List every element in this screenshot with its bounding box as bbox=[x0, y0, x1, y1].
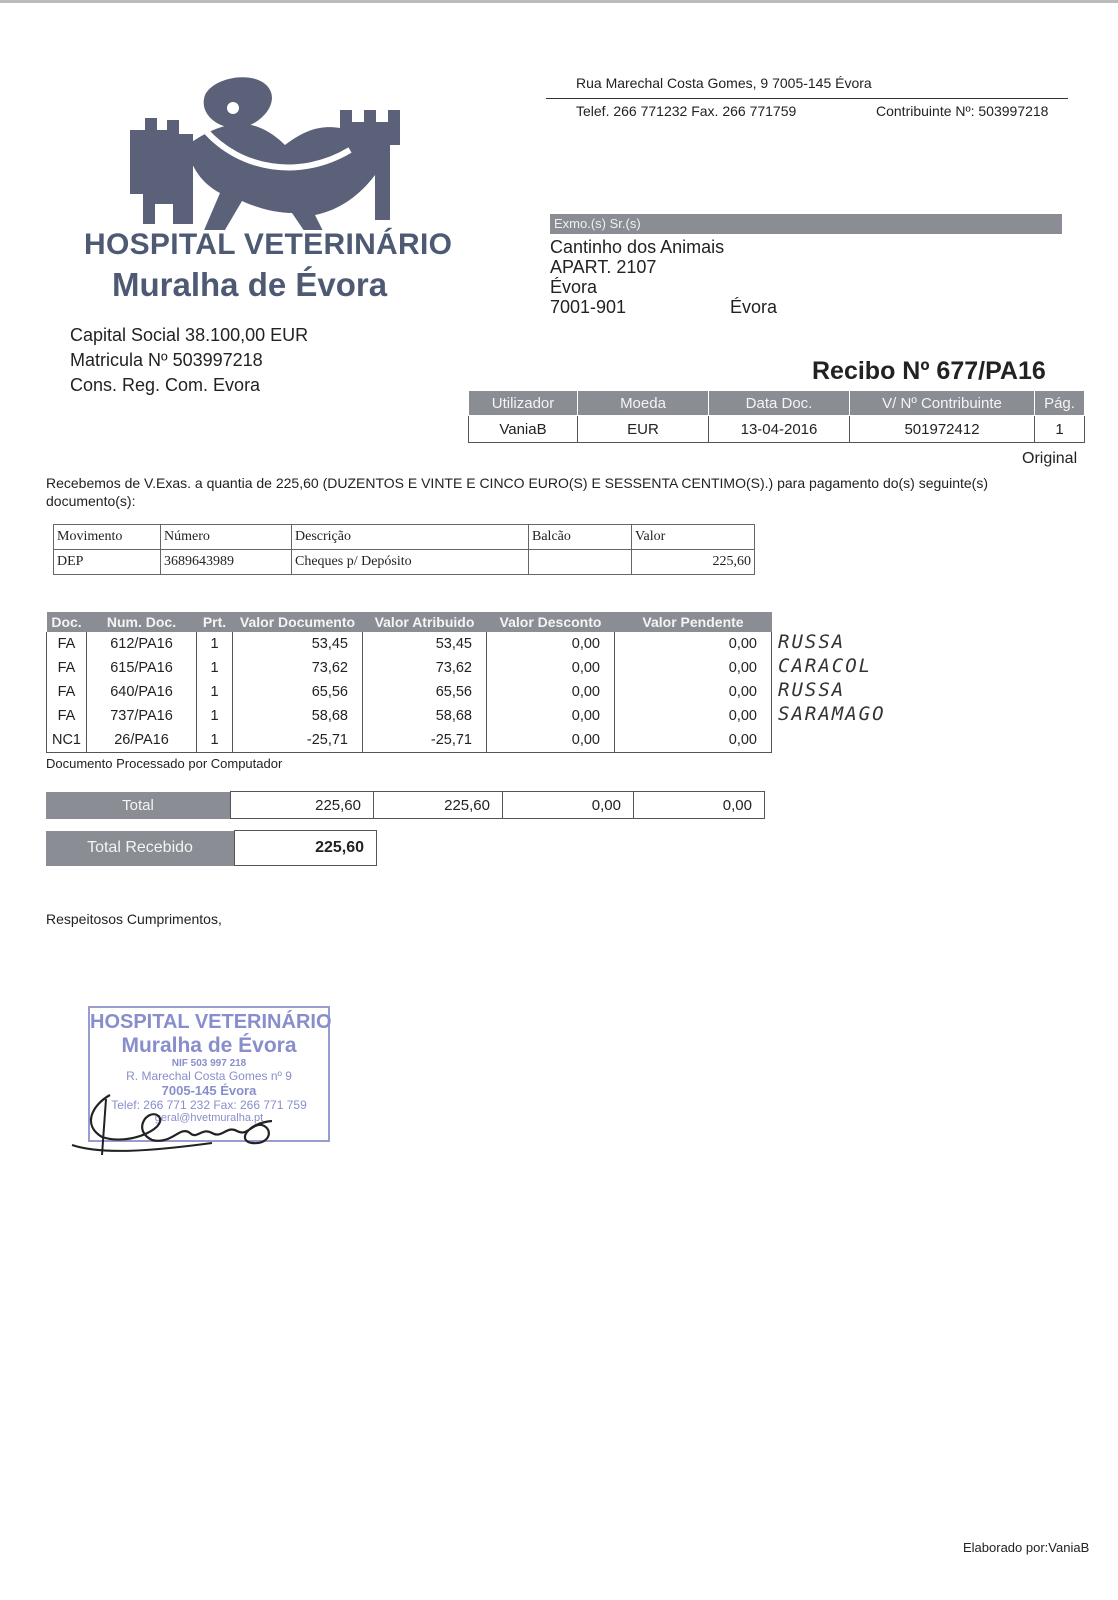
totals-row bbox=[46, 791, 765, 819]
movement-table bbox=[53, 524, 755, 575]
docs-header-valor-desconto: Valor Desconto bbox=[487, 612, 615, 632]
doc-valor: 73,62 bbox=[233, 656, 363, 680]
stamp-postal: 7005-145 Évora bbox=[161, 1083, 257, 1098]
mov-header-numero: Número bbox=[161, 525, 292, 550]
doc-valor: -25,71 bbox=[233, 728, 363, 753]
doc-prt: 1 bbox=[197, 704, 233, 728]
doc-prt: 1 bbox=[197, 632, 233, 656]
original-label: Original bbox=[1022, 450, 1078, 467]
handwritten-note: CARACOL bbox=[778, 655, 873, 677]
docs-header-doc: Doc. bbox=[47, 612, 87, 632]
stamp-line2: Muralha de Évora bbox=[121, 1034, 297, 1057]
total-received-label: Total Recebido bbox=[46, 831, 235, 866]
handwritten-notes bbox=[778, 630, 886, 726]
handwritten-note: RUSSA bbox=[778, 679, 846, 701]
doc-valor: 65,56 bbox=[233, 680, 363, 704]
doc-type: FA bbox=[47, 632, 87, 656]
stamp-phones: Telef: 266 771 232 Fax: 266 771 759 bbox=[111, 1098, 307, 1112]
capital-social: Capital Social 38.100,00 EUR bbox=[70, 325, 309, 345]
mov-movimento: DEP bbox=[54, 550, 161, 575]
docs-header-valor-doc: Valor Documento bbox=[233, 612, 363, 632]
info-currency: EUR bbox=[578, 416, 709, 443]
stamp-street: R. Marechal Costa Gomes nº 9 bbox=[126, 1069, 292, 1083]
receipt-statement: Recebemos de V.Exas. a quantia de 225,60 (DUZENTOS E VINTE E CINCO EURO(S) E SESSENTA CENTIMO(S).) para pagamento do(s) seguinte(s) documento(s): bbox=[46, 475, 988, 509]
docs-header-prt: Prt. bbox=[197, 612, 233, 632]
handwritten-note: SARAMAGO bbox=[778, 703, 886, 725]
recipient-city: Évora bbox=[550, 277, 598, 297]
total-valor-desconto: 0,00 bbox=[503, 792, 634, 819]
mov-header-movimento: Movimento bbox=[54, 525, 161, 550]
total-received bbox=[46, 830, 377, 866]
stamp-email: geral@hvetmuralha.pt bbox=[154, 1112, 264, 1124]
recipient-label: Exmo.(s) Sr.(s) bbox=[554, 216, 641, 231]
receipt-info-table bbox=[468, 390, 1085, 443]
doc-number: 615/PA16 bbox=[87, 656, 197, 680]
mov-valor: 225,60 bbox=[632, 550, 755, 575]
closing-text: Respeitosos Cumprimentos, bbox=[46, 911, 222, 927]
stamp-line1: HOSPITAL VETERINÁRIO bbox=[90, 1011, 332, 1033]
stamp-nif: NIF 503 997 218 bbox=[171, 1058, 247, 1069]
table-row bbox=[47, 680, 772, 704]
info-nif: 501972412 bbox=[850, 416, 1035, 443]
hospital-logo-icon bbox=[110, 70, 430, 230]
recipient-line2: APART. 2107 bbox=[550, 257, 657, 277]
doc-valor: 53,45 bbox=[233, 632, 363, 656]
docs-header-num: Num. Doc. bbox=[87, 612, 197, 632]
total-label: Total bbox=[46, 792, 231, 819]
doc-desconto: 0,00 bbox=[487, 680, 615, 704]
doc-pendente: 0,00 bbox=[615, 656, 772, 680]
doc-atribuido: -25,71 bbox=[363, 728, 487, 753]
docs-header-valor-pendente: Valor Pendente bbox=[615, 612, 772, 632]
table-row bbox=[47, 632, 772, 656]
doc-prt: 1 bbox=[197, 656, 233, 680]
matricula: Matricula Nº 503997218 bbox=[70, 350, 263, 370]
info-header-user: Utilizador bbox=[469, 391, 578, 416]
doc-type: FA bbox=[47, 680, 87, 704]
total-valor-pendente: 0,00 bbox=[634, 792, 765, 819]
table-row bbox=[47, 728, 772, 753]
doc-number: 737/PA16 bbox=[87, 704, 197, 728]
company-details bbox=[70, 323, 308, 398]
doc-type: FA bbox=[47, 704, 87, 728]
mov-descricao: Cheques p/ Depósito bbox=[292, 550, 529, 575]
logo-subtitle: Muralha de Évora bbox=[112, 266, 388, 303]
prepared-by: Elaborado por:VaniaB bbox=[963, 1540, 1090, 1555]
table-row bbox=[47, 704, 772, 728]
mov-numero: 3689643989 bbox=[161, 550, 292, 575]
doc-pendente: 0,00 bbox=[615, 680, 772, 704]
doc-pendente: 0,00 bbox=[615, 728, 772, 753]
doc-atribuido: 73,62 bbox=[363, 656, 487, 680]
logo-title: HOSPITAL VETERINÁRIO bbox=[84, 228, 453, 261]
scan-edge bbox=[0, 0, 1118, 3]
recipient-name: Cantinho dos Animais bbox=[550, 237, 725, 257]
doc-type: FA bbox=[47, 656, 87, 680]
documents-table bbox=[46, 612, 772, 753]
info-header-currency: Moeda bbox=[578, 391, 709, 416]
receipt-title: Recibo Nº 677/PA16 bbox=[812, 357, 1046, 385]
info-header-date: Data Doc. bbox=[709, 391, 850, 416]
doc-desconto: 0,00 bbox=[487, 704, 615, 728]
doc-type: NC1 bbox=[47, 728, 87, 753]
company-address: Rua Marechal Costa Gomes, 9 7005-145 Évora bbox=[576, 75, 872, 91]
doc-atribuido: 58,68 bbox=[363, 704, 487, 728]
total-valor-atribuido: 225,60 bbox=[374, 792, 503, 819]
doc-pendente: 0,00 bbox=[615, 632, 772, 656]
company-phones: Telef. 266 771232 Fax. 266 771759 bbox=[576, 103, 797, 119]
doc-atribuido: 53,45 bbox=[363, 632, 487, 656]
mov-header-balcao: Balcão bbox=[529, 525, 632, 550]
doc-prt: 1 bbox=[197, 680, 233, 704]
recipient-postal: 7001-901 bbox=[550, 297, 627, 317]
doc-prt: 1 bbox=[197, 728, 233, 753]
doc-desconto: 0,00 bbox=[487, 656, 615, 680]
doc-number: 640/PA16 bbox=[87, 680, 197, 704]
recipient-address bbox=[550, 237, 778, 317]
mov-header-descricao: Descrição bbox=[292, 525, 529, 550]
doc-valor: 58,68 bbox=[233, 704, 363, 728]
doc-atribuido: 65,56 bbox=[363, 680, 487, 704]
registo-comercial: Cons. Reg. Com. Evora bbox=[70, 375, 261, 395]
doc-number: 612/PA16 bbox=[87, 632, 197, 656]
info-header-page: Pág. bbox=[1035, 391, 1085, 416]
company-contribuinte: Contribuinte Nº: 503997218 bbox=[876, 103, 1049, 119]
total-received-value: 225,60 bbox=[235, 831, 377, 866]
info-date: 13-04-2016 bbox=[709, 416, 850, 443]
doc-desconto: 0,00 bbox=[487, 728, 615, 753]
doc-pendente: 0,00 bbox=[615, 704, 772, 728]
info-user: VaniaB bbox=[469, 416, 578, 443]
recipient-city-2: Évora bbox=[730, 297, 778, 317]
total-valor-documento: 225,60 bbox=[231, 792, 374, 819]
info-page: 1 bbox=[1035, 416, 1085, 443]
doc-number: 26/PA16 bbox=[87, 728, 197, 753]
docs-header-valor-atribuido: Valor Atribuido bbox=[363, 612, 487, 632]
handwritten-note: RUSSA bbox=[778, 631, 846, 653]
doc-desconto: 0,00 bbox=[487, 632, 615, 656]
table-row bbox=[47, 656, 772, 680]
mov-header-valor: Valor bbox=[632, 525, 755, 550]
info-header-nif: V/ Nº Contribuinte bbox=[850, 391, 1035, 416]
signature-icon bbox=[62, 1085, 302, 1165]
processed-note: Documento Processado por Computador bbox=[46, 756, 283, 771]
mov-balcao bbox=[529, 550, 632, 575]
header-divider bbox=[546, 98, 1068, 99]
